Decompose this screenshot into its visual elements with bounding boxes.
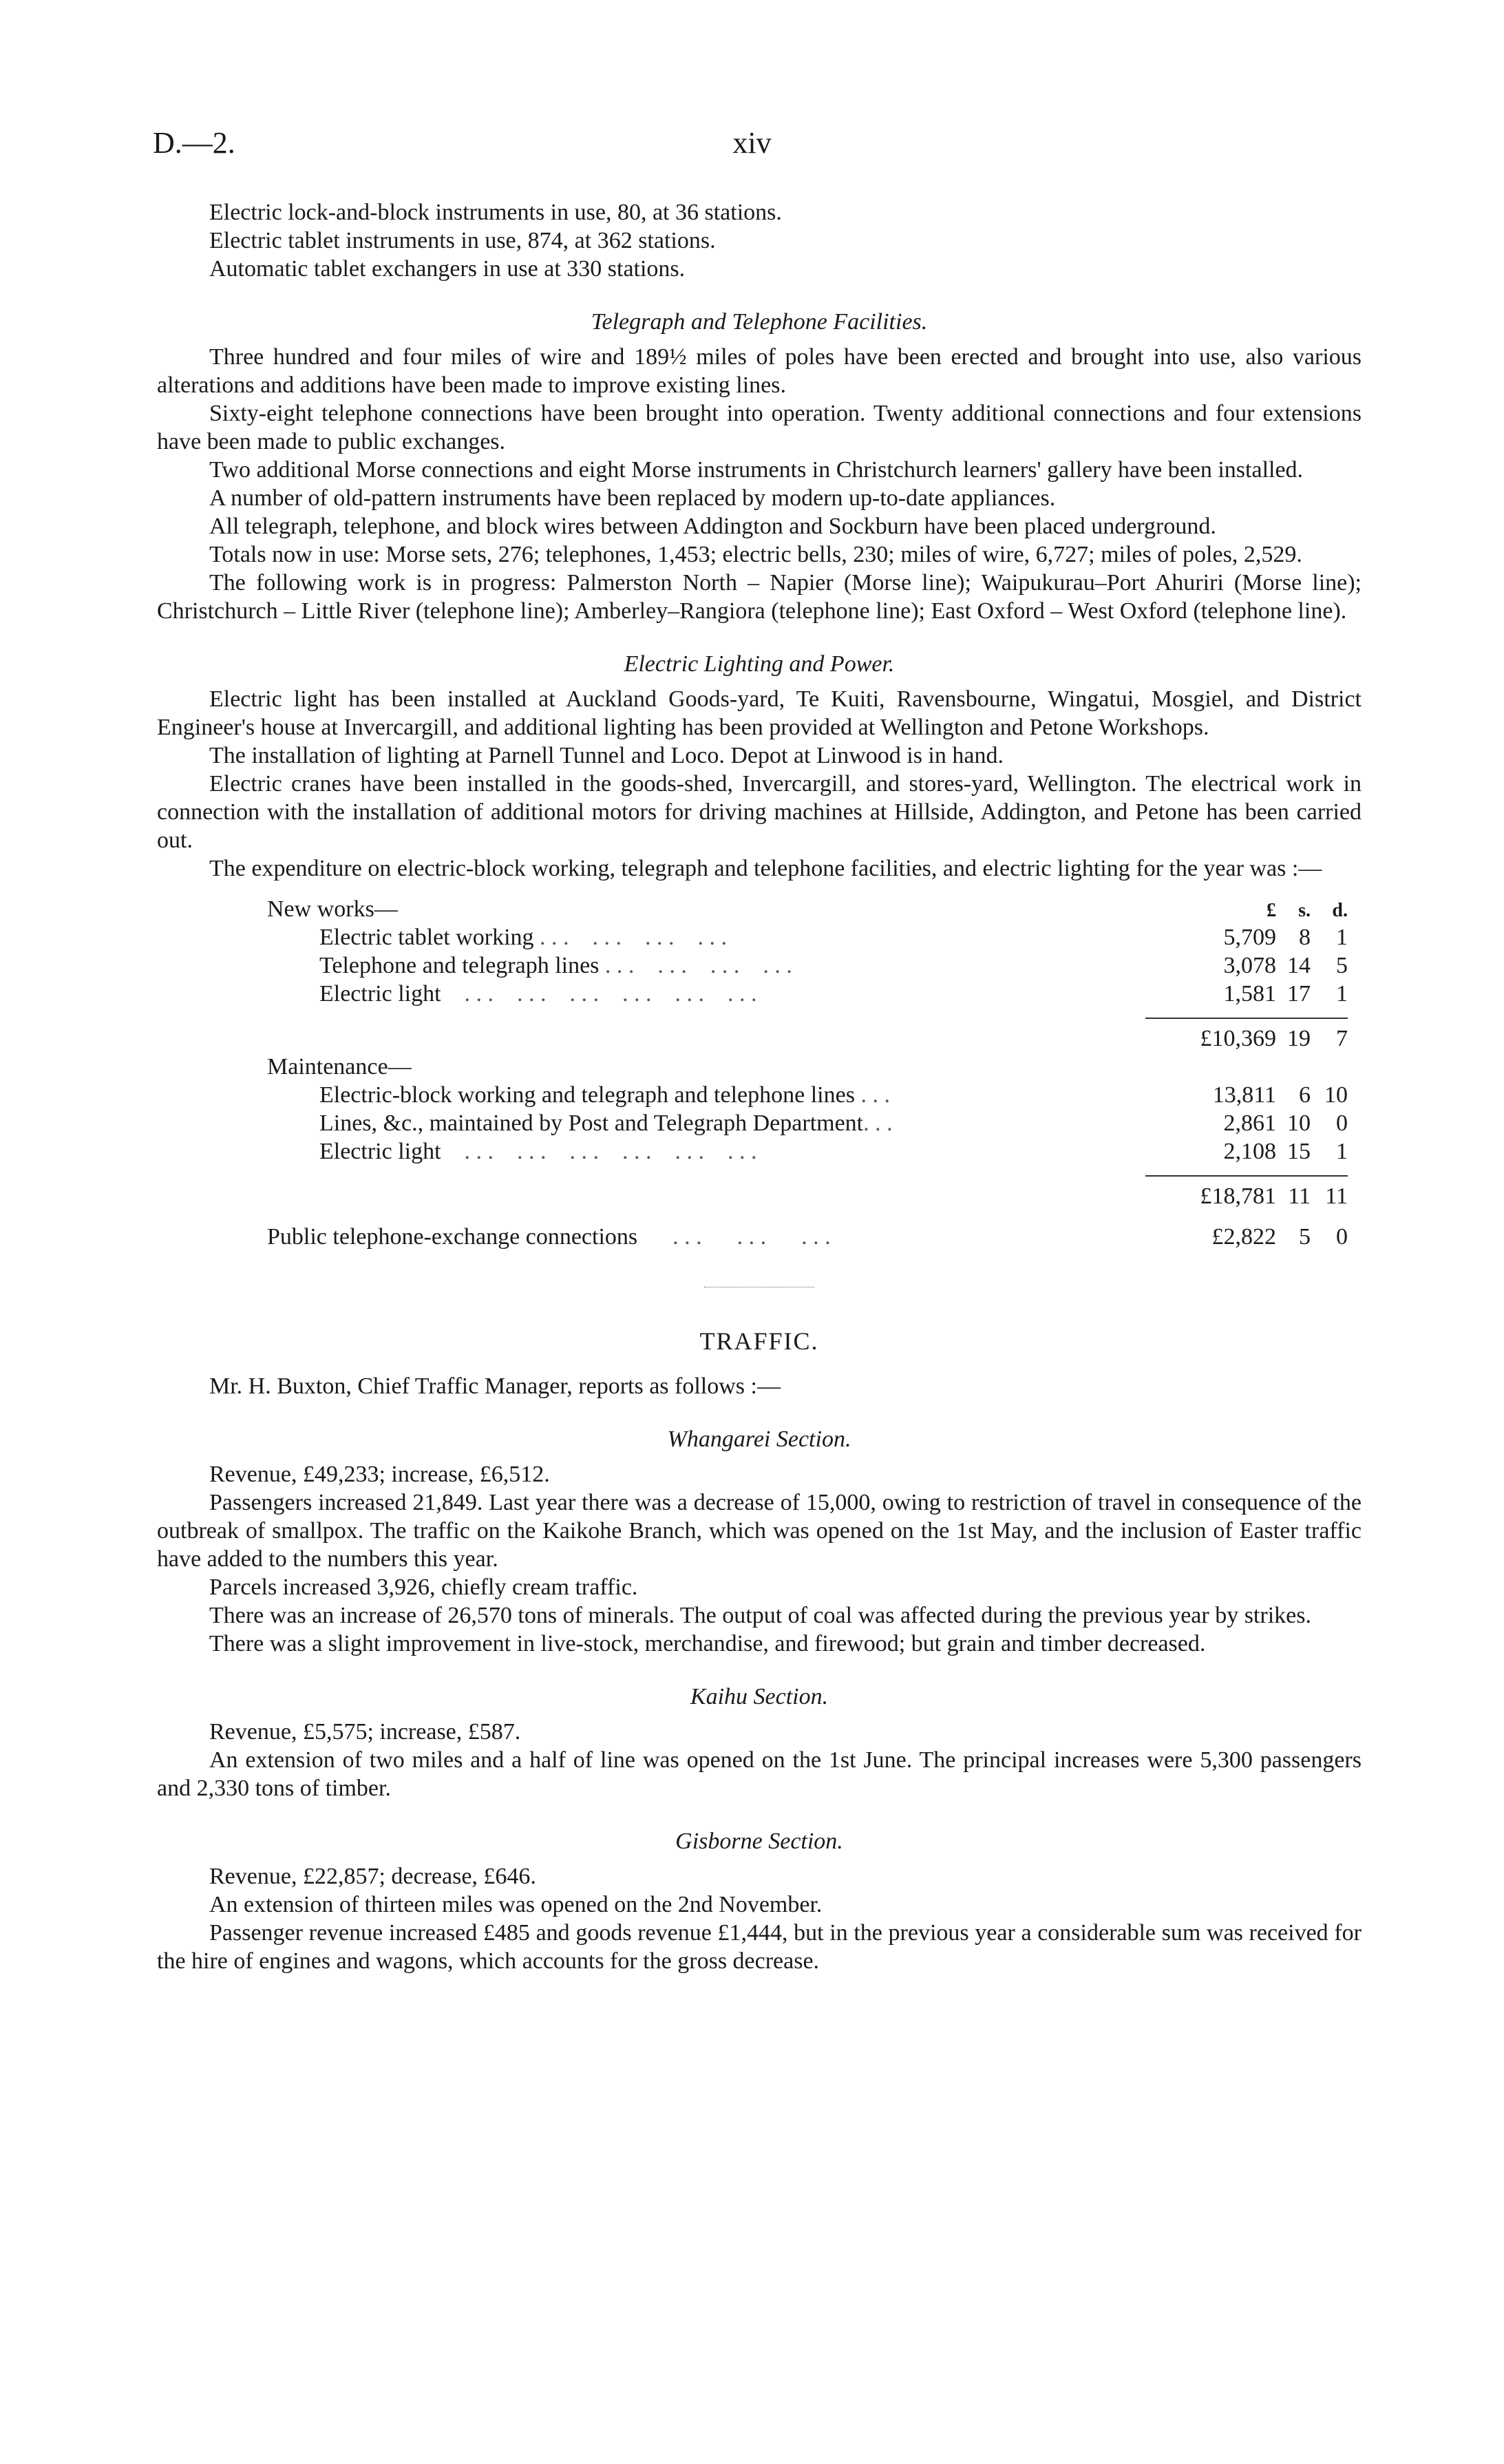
page-number: xiv [732,126,772,160]
page-reference: D.—2. [153,126,235,160]
paragraph: There was a slight improvement in live-stock, merchandise, and firewood; but grain and timber decreased. [209,1631,1206,1656]
item-label: Electric tablet working . . . . . . . . . . . . [319,925,728,950]
report-intro: Mr. H. Buxton, Chief Traffic Manager, reports as follows :— [209,1373,781,1399]
pence-value: 0 [1336,1110,1348,1136]
section-heading-telegraph: Telegraph and Telephone Facilities. [591,309,928,335]
pence-value: 0 [1336,1224,1348,1250]
paragraph: Electric light has been installed at Auckland Goods-yard, Te Kuiti, Ravensbourne, Wingatui, Mosgiel, and District Engineer's house at Invercargill, and additional lighting has been provided at Wellington and Petone Workshops. [157,686,1362,740]
paragraph: Revenue, £5,575; increase, £587. [209,1719,521,1745]
paragraph: The installation of lighting at Parnell Tunnel and Loco. Depot at Linwood is in hand. [209,743,1004,768]
pence-value: 5 [1336,953,1348,978]
maintenance-label: Maintenance— [267,1054,412,1080]
pence-value: 10 [1324,1082,1348,1108]
paragraph: Revenue, £49,233; increase, £6,512. [209,1462,550,1487]
table-row [157,980,1362,1008]
paragraph: Sixty-eight telephone connections have been brought into operation. Twenty additional connections and four extensions have been made to public exchanges. [157,401,1362,454]
pounds-value: £2,822 [1211,1224,1276,1250]
paragraph: The following work is in progress: Palmerston North – Napier (Morse line); Waipukurau–Port Ahuriri (Morse line); Christchurch – Little River (telephone line); Amberley–Rangiora (telephone line); East Oxford – West Oxford (telephone line). [157,570,1362,624]
pounds-value: 5,709 [1223,925,1276,950]
item-label: Public telephone-exchange connections . . . . . . . . . [267,1224,831,1250]
shillings-value: 14 [1287,953,1311,978]
document-body [157,198,1362,1975]
intro-line: Electric tablet instruments in use, 874, at 362 stations. [209,228,716,253]
subtotal-rule [1145,1175,1348,1182]
shillings-value: 17 [1287,981,1311,1007]
paragraph: All telegraph, telephone, and block wires between Addington and Sockburn have been placed underground. [209,514,1216,539]
pence-value: 1 [1336,1139,1348,1164]
paragraph: Totals now in use: Morse sets, 276; telephones, 1,453; electric bells, 230; miles of wire, 6,727; miles of poles, 2,529. [209,542,1302,567]
shillings-value: 10 [1287,1110,1311,1136]
table-row [157,1081,1362,1109]
expenditure-table [157,895,1362,1251]
intro-line: Electric lock-and-block instruments in use, 80, at 36 stations. [209,200,782,225]
pounds-column-header: £ [1267,900,1276,921]
table-row [157,923,1362,951]
paragraph: An extension of two miles and a half of line was opened on the 1st June. The principal increases were 5,300 passengers and 2,330 tons of timber. [157,1747,1362,1801]
paragraph: Electric cranes have been installed in the goods-shed, Invercargill, and stores-yard, Wellington. The electrical work in connection with the installation of additional motors for driving machines at Hillside, Addington, and Petone has been carried out. [157,771,1362,853]
pounds-value: 1,581 [1223,981,1276,1007]
paragraph: Two additional Morse connections and eight Morse instruments in Christchurch learners' gallery have been installed. [209,457,1304,483]
paragraph: The expenditure on electric-block working, telegraph and telephone facilities, and electric lighting for the year was :— [209,856,1322,881]
pence-value: 1 [1336,925,1348,950]
shillings-value: 8 [1299,925,1311,950]
total-pounds: £18,781 [1200,1183,1276,1209]
shillings-column-header: s. [1298,900,1311,921]
section-heading-gisborne: Gisborne Section. [675,1829,843,1854]
pounds-value: 13,811 [1212,1082,1276,1108]
total-row [157,1024,1362,1053]
table-header-row [157,895,1362,923]
paragraph: Revenue, £22,857; decrease, £646. [209,1864,536,1889]
subtotal-rule [1145,1018,1348,1024]
shillings-value: 6 [1299,1082,1311,1108]
table-row [157,1137,1362,1166]
total-shillings: 19 [1287,1026,1311,1051]
pounds-value: 3,078 [1223,953,1276,978]
table-row [157,1109,1362,1137]
total-shillings: 11 [1288,1183,1311,1209]
paragraph: Passenger revenue increased £485 and goods revenue £1,444, but in the previous year a considerable sum was received for the hire of engines and wagons, which accounts for the gross decrease. [157,1920,1362,1974]
total-pence: 7 [1336,1026,1348,1051]
traffic-title: TRAFFIC. [699,1327,819,1355]
total-pounds: £10,369 [1200,1026,1276,1051]
shillings-value: 5 [1299,1224,1311,1250]
pounds-value: 2,108 [1223,1139,1276,1164]
total-row [157,1182,1362,1210]
table-row [157,1223,1362,1251]
table-row [157,951,1362,980]
paragraph: A number of old-pattern instruments have been replaced by modern up-to-date appliances. [209,485,1056,511]
pounds-value: 2,861 [1223,1110,1276,1136]
new-works-label: New works— [267,896,398,922]
item-label: Telephone and telegraph lines . . . . . . . . . . . . [319,953,792,978]
paragraph: An extension of thirteen miles was opened on the 2nd November. [209,1892,823,1917]
item-label: Electric light . . . . . . . . . . . . . . . . . . [319,1139,757,1164]
shillings-value: 15 [1287,1139,1311,1164]
section-heading-whangarei: Whangarei Section. [667,1426,851,1452]
paragraph: Parcels increased 3,926, chiefly cream traffic. [209,1575,638,1600]
section-heading-lighting: Electric Lighting and Power. [624,651,895,677]
pence-value: 1 [1336,981,1348,1007]
paragraph: Three hundred and four miles of wire and 189½ miles of poles have been erected and brought into use, also various alterations and additions have been made to improve existing lines. [157,344,1362,398]
item-label: Electric light . . . . . . . . . . . . . . . . . . [319,981,757,1007]
item-label: Electric-block working and telegraph and telephone lines . . . [319,1082,890,1108]
paragraph: There was an increase of 26,570 tons of minerals. The output of coal was affected during the previous year by strikes. [209,1603,1311,1628]
pence-column-header: d. [1332,900,1348,921]
section-heading-kaihu: Kaihu Section. [690,1684,829,1709]
total-pence: 11 [1325,1183,1348,1209]
intro-line: Automatic tablet exchangers in use at 330 stations. [209,256,686,282]
paragraph: Passengers increased 21,849. Last year there was a decrease of 15,000, owing to restriction of travel in consequence of the outbreak of smallpox. The traffic on the Kaikohe Branch, which was opened on the 1st May, and the inclusion of Easter traffic have added to the numbers this year. [157,1490,1362,1572]
table-row [157,1053,1362,1081]
item-label: Lines, &c., maintained by Post and Telegraph Department. . . [319,1110,893,1136]
